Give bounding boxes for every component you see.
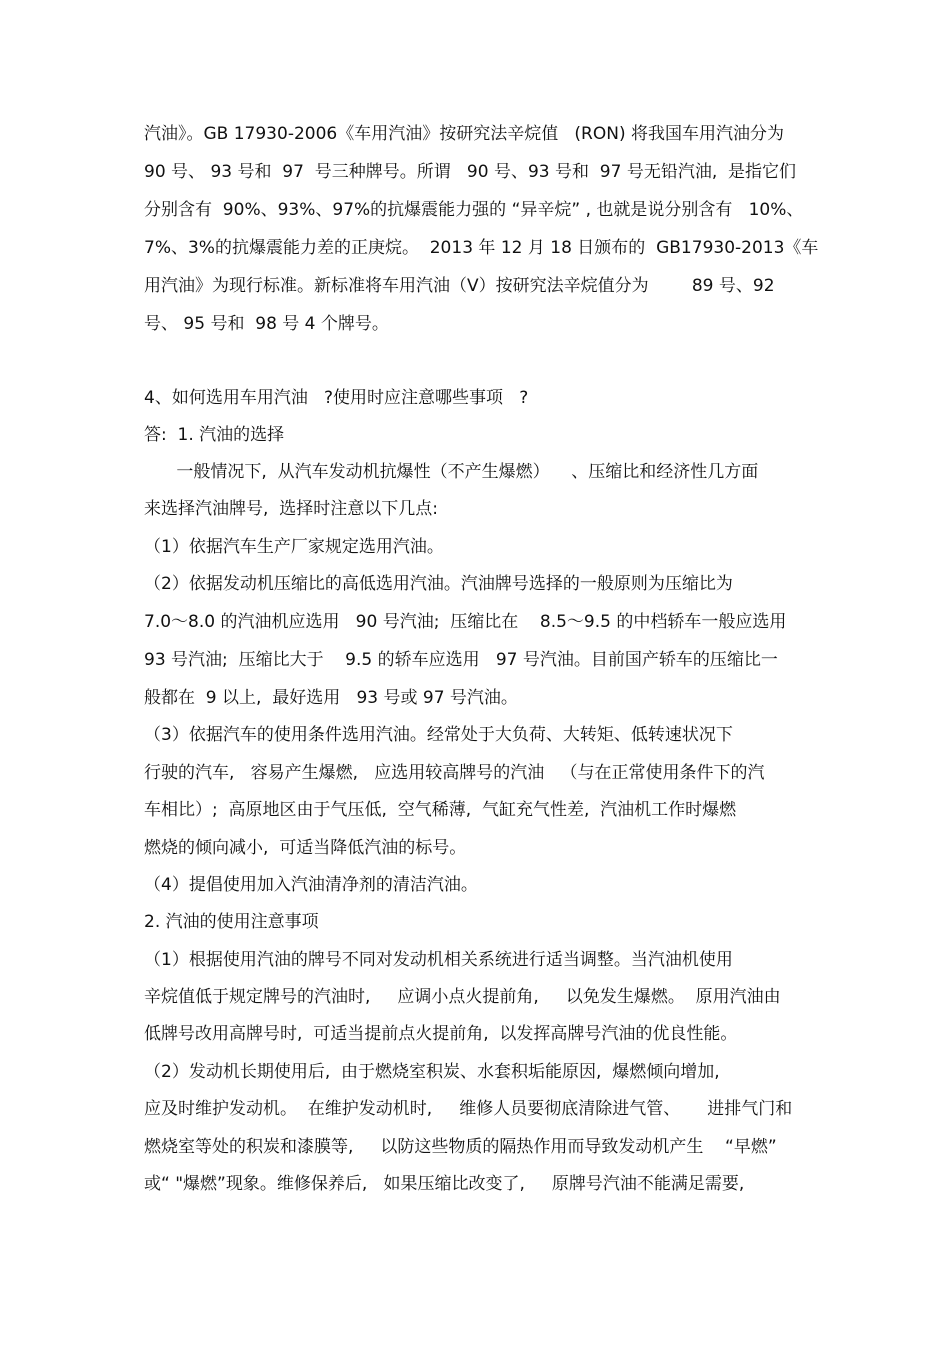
text-line: 汽油》。GB 17930-2006《车用汽油》按研究法辛烷值 (RON) 将我国车用汽油分为 — [144, 124, 785, 144]
text-line: 行驶的汽车, 容易产生爆燃, 应选用较高牌号的汽油 （与在正常使用条件下的汽 — [144, 763, 765, 783]
text-line: 般都在 9 以上, 最好选用 93 号或 97 号汽油。 — [144, 688, 518, 708]
text-line: 答: 1. 汽油的选择 — [144, 425, 285, 445]
section-heading: 4、如何选用车用汽油 ?使用时应注意哪些事项 ? — [144, 388, 529, 408]
text-line: 或“ "爆燃”现象。维修保养后, 如果压缩比改变了, 原牌号汽油不能满足需要, — [144, 1174, 745, 1194]
text-line: 93 号汽油; 压缩比大于 9.5 的轿车应选用 97 号汽油。目前国产轿车的压缩比一 — [144, 650, 778, 670]
text-line: 车相比）; 高原地区由于气压低, 空气稀薄, 气缸充气性差, 汽油机工作时爆燃 — [144, 800, 737, 820]
text-line: （1）依据汽车生产厂家规定选用汽油。 — [144, 537, 444, 557]
text-line: 7.0～8.0 的汽油机应选用 90 号汽油; 压缩比在 8.5～9.5 的中档轿车一般应选用 — [144, 612, 787, 632]
text-line: 7%、3%的抗爆震能力差的正庚烷。 2013 年 12 月 18 日颁布的 GB17930-2013《车 — [144, 238, 819, 258]
text-line: （1）根据使用汽油的牌号不同对发动机相关系统进行适当调整。当汽油机使用 — [144, 950, 733, 970]
text-line: 辛烷值低于规定牌号的汽油时, 应调小点火提前角, 以免发生爆燃。 原用汽油由 — [144, 987, 781, 1007]
text-line: 低牌号改用高牌号时, 可适当提前点火提前角, 以发挥高牌号汽油的优良性能。 — [144, 1024, 738, 1044]
text-line: （4）提倡使用加入汽油清净剂的清洁汽油。 — [144, 875, 478, 895]
text-line: 号、 95 号和 98 号 4 个牌号。 — [144, 314, 389, 334]
text-line: 分别含有 90%、93%、97%的抗爆震能力强的 “异辛烷” , 也就是说分别含有 10%、 — [144, 200, 804, 220]
text-line: （2）依据发动机压缩比的高低选用汽油。汽油牌号选择的一般原则为压缩比为 — [144, 574, 733, 594]
text-line: 燃烧室等处的积炭和漆膜等, 以防这些物质的隔热作用而导致发动机产生 “早燃” — [144, 1137, 777, 1157]
text-line: 来选择汽油牌号, 选择时注意以下几点: — [144, 499, 438, 519]
text-line: （3）依据汽车的使用条件选用汽油。经常处于大负荷、大转矩、低转速状况下 — [144, 725, 733, 745]
text-line: 应及时维护发动机。 在维护发动机时, 维修人员要彻底清除进气管、 进排气门和 — [144, 1099, 793, 1119]
text-line: 90 号、 93 号和 97 号三种牌号。所谓 90 号、93 号和 97 号无铅汽油, 是指它们 — [144, 162, 797, 182]
text-line: 用汽油》为现行标准。新标准将车用汽油（V）按研究法辛烷值分为 89 号、92 — [144, 276, 775, 296]
subsection-heading: 2. 汽油的使用注意事项 — [144, 912, 319, 932]
text-line: （2）发动机长期使用后, 由于燃烧室积炭、水套积垢能原因, 爆燃倾向增加, — [144, 1062, 720, 1082]
text-line: 燃烧的倾向减小, 可适当降低汽油的标号。 — [144, 838, 467, 858]
text-line: 一般情况下, 从汽车发动机抗爆性（不产生爆燃） 、压缩比和经济性几方面 — [144, 462, 759, 482]
